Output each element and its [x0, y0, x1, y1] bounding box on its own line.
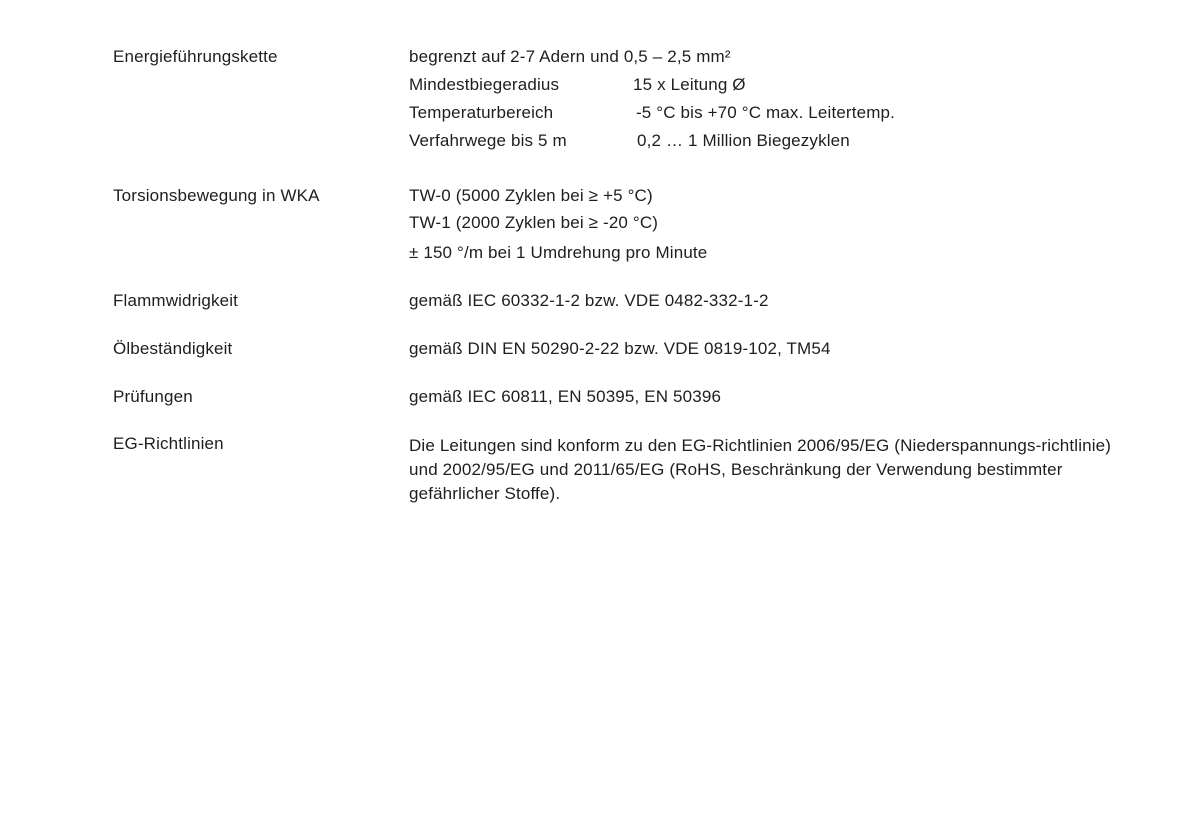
- sub-key-travel-distance: Verfahrwege bis 5 m: [409, 131, 567, 150]
- spec-label: EG-Richtlinien: [113, 434, 224, 453]
- torsion-line-tw0: TW-0 (5000 Zyklen bei ≥ +5 °C): [409, 186, 653, 205]
- sub-value-temperature-range: -5 °C bis +70 °C max. Leitertemp.: [636, 103, 896, 122]
- sub-value-travel-distance: 0,2 … 1 Million Biegezyklen: [637, 131, 850, 150]
- spec-value: gemäß DIN EN 50290-2-22 bzw. VDE 0819-102, TM54: [409, 339, 831, 358]
- spec-value: gemäß IEC 60332-1-2 bzw. VDE 0482-332-1-2: [409, 291, 769, 310]
- sub-value-bending-radius: 15 x Leitung Ø: [633, 75, 746, 94]
- spec-label: Prüfungen: [113, 387, 193, 406]
- spec-label: Flammwidrigkeit: [113, 291, 239, 310]
- spec-label: Energieführungskette: [113, 47, 278, 66]
- spec-value: gemäß IEC 60811, EN 50395, EN 50396: [409, 387, 722, 406]
- torsion-line-tw1: TW-1 (2000 Zyklen bei ≥ -20 °C): [409, 213, 659, 232]
- spec-value: begrenzt auf 2-7 Adern und 0,5 – 2,5 mm²: [409, 47, 731, 66]
- spec-label: Torsionsbewegung in WKA: [113, 186, 320, 205]
- sub-key-temperature-range: Temperaturbereich: [409, 103, 554, 122]
- spec-paragraph: Die Leitungen sind konform zu den EG-Richtlinien 2006/95/EG (Niederspannungs-richtlinie) und 2002/95/EG und 2011/65/EG (RoHS, Beschränkung der Verwendung bestimmter gefährlicher Stoffe).: [409, 436, 1112, 503]
- spec-label: Ölbeständigkeit: [113, 339, 233, 358]
- torsion-line-rotation: ± 150 °/m bei 1 Umdrehung pro Minute: [409, 243, 708, 262]
- sub-key-bending-radius: Mindestbiegeradius: [409, 75, 560, 94]
